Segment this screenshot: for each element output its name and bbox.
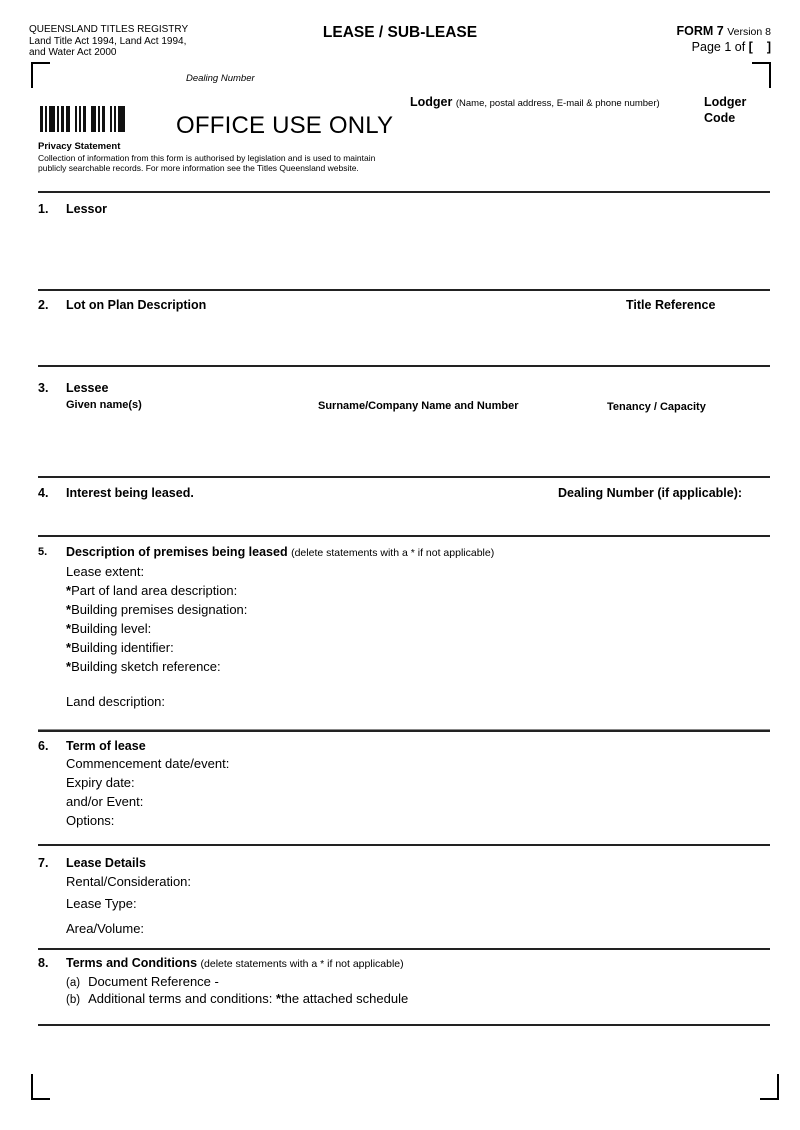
divider xyxy=(38,1024,770,1026)
section-premises-title: Description of premises being leased (delete statements with a * if not applicable) xyxy=(66,545,495,559)
lease-extent-label: Lease extent: xyxy=(66,564,145,579)
part-of-land-label: *Part of land area description: xyxy=(66,583,238,598)
building-level-label: *Building level: xyxy=(66,621,152,636)
building-premises-label: *Building premises designation: xyxy=(66,602,248,617)
section-number: 4. xyxy=(38,486,49,500)
commencement-date-label: Commencement date/event: xyxy=(66,756,230,771)
acts-line-2: and Water Act 2000 xyxy=(29,47,117,58)
divider xyxy=(38,191,770,193)
corner-mark-bottom-right xyxy=(760,1074,779,1100)
rental-consideration-label: Rental/Consideration: xyxy=(66,874,192,889)
dealing-number-applicable-label: Dealing Number (if applicable): xyxy=(558,486,743,500)
lodger-code-field[interactable]: Lodger Code xyxy=(704,95,747,125)
tenancy-capacity-label: Tenancy / Capacity xyxy=(607,401,706,413)
section-number: 8. xyxy=(38,956,49,970)
building-sketch-label: *Building sketch reference: xyxy=(66,659,221,674)
section-lot-on-plan-title: Lot on Plan Description xyxy=(66,298,207,312)
section-number: 5. xyxy=(38,546,48,558)
title-reference-label: Title Reference xyxy=(626,298,716,312)
lodger-note: (Name, postal address, E-mail & phone number) xyxy=(455,98,660,109)
lodger-label: Lodger xyxy=(410,95,453,109)
lot-on-plan-field[interactable] xyxy=(66,316,766,362)
divider xyxy=(38,730,770,732)
additional-terms-item: (b) Additional terms and conditions: *the attached schedule xyxy=(66,991,409,1006)
section-lessee-title: Lessee xyxy=(66,381,109,395)
surname-company-label: Surname/Company Name and Number xyxy=(318,400,519,412)
given-names-label: Given name(s) xyxy=(66,399,142,411)
lodger-field[interactable] xyxy=(410,95,660,109)
section-number: 2. xyxy=(38,298,49,312)
document-reference-item: (a) Document Reference - xyxy=(66,974,219,989)
barcode-icon xyxy=(40,106,127,132)
page-indicator: Page 1 of [ ] xyxy=(691,40,771,54)
corner-mark-top-right xyxy=(752,62,771,88)
options-label: Options: xyxy=(66,813,115,828)
privacy-title: Privacy Statement xyxy=(38,141,121,152)
divider xyxy=(38,365,770,367)
registry-name: QUEENSLAND TITLES REGISTRY xyxy=(29,24,189,35)
section-number: 6. xyxy=(38,739,49,753)
corner-mark-top-left xyxy=(31,62,50,88)
lease-type-label: Lease Type: xyxy=(66,896,137,911)
divider xyxy=(38,844,770,846)
section-interest-title: Interest being leased. xyxy=(66,486,194,500)
land-description-label: Land description: xyxy=(66,694,166,709)
divider xyxy=(38,535,770,537)
form-identifier xyxy=(677,24,772,55)
form-number: FORM 7 xyxy=(676,24,724,38)
section-number: 1. xyxy=(38,202,49,216)
divider xyxy=(38,948,770,950)
section-term-title: Term of lease xyxy=(66,739,146,753)
section-lease-details-title: Lease Details xyxy=(66,856,146,870)
divider xyxy=(38,289,770,291)
expiry-date-label: Expiry date: xyxy=(66,775,135,790)
section-number: 3. xyxy=(38,381,49,395)
privacy-text: Collection of information from this form is authorised by legislation and is used to maintain publicly searchable records. For more information see the Titles Queensland website. xyxy=(38,152,376,173)
form-version: Version 8 xyxy=(727,26,771,38)
office-use-only-label: OFFICE USE ONLY xyxy=(176,112,394,139)
section-number: 7. xyxy=(38,856,49,870)
acts-line-1: Land Title Act 1994, Land Act 1994, xyxy=(29,35,187,47)
building-identifier-label: *Building identifier: xyxy=(66,640,174,655)
privacy-statement xyxy=(38,142,388,174)
corner-mark-bottom-left xyxy=(31,1074,50,1100)
interest-field[interactable] xyxy=(66,504,766,532)
lessor-field[interactable] xyxy=(66,220,766,286)
area-volume-label: Area/Volume: xyxy=(66,921,145,936)
lessee-field[interactable] xyxy=(66,416,766,472)
dealing-number-label: Dealing Number xyxy=(186,73,255,84)
divider xyxy=(38,476,770,478)
section-terms-title: Terms and Conditions (delete statements with a * if not applicable) xyxy=(66,956,404,970)
event-label: and/or Event: xyxy=(66,794,144,809)
section-lessor-title: Lessor xyxy=(66,202,107,216)
form-title: LEASE / SUB-LEASE xyxy=(322,24,478,41)
